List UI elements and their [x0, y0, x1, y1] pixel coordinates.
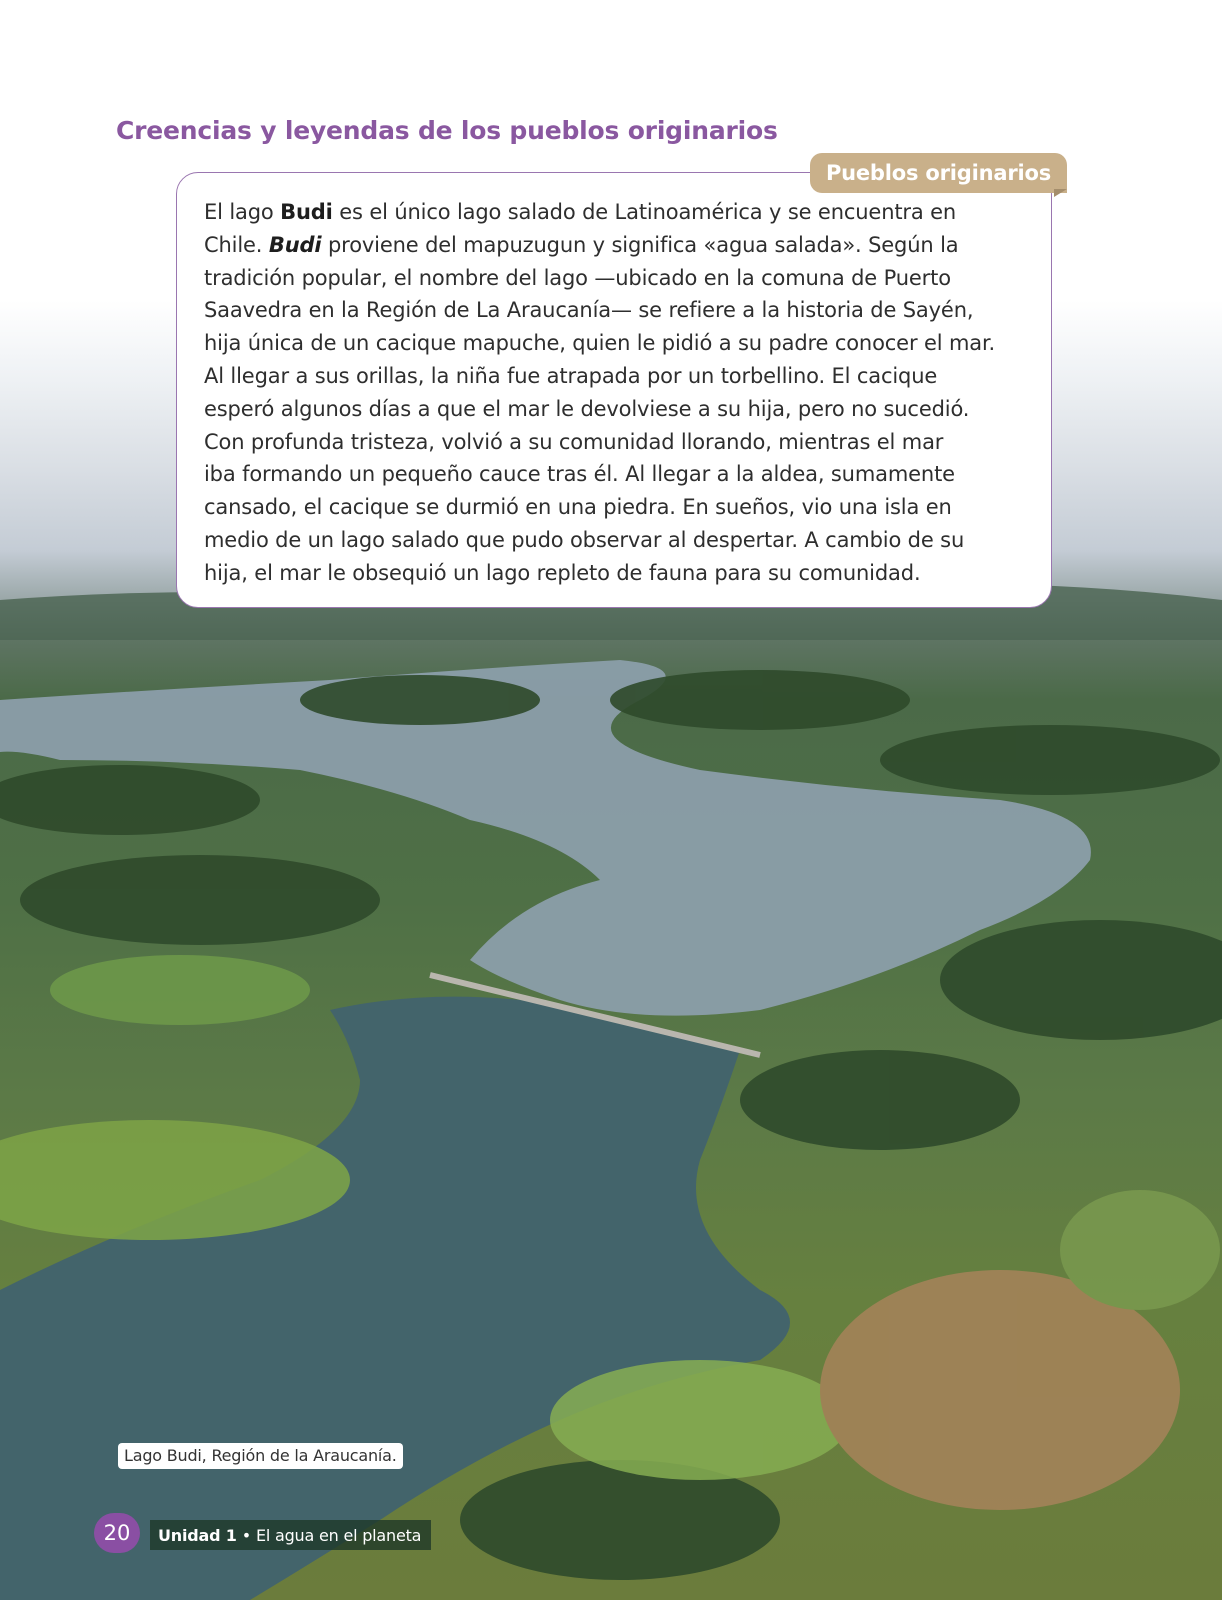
- story-line: cansado, el cacique se durmió en una piedra. En sueños, vio una isla en: [204, 495, 952, 520]
- story-line: tradición popular, el nombre del lago —ubicado en la comuna de Puerto: [204, 265, 951, 290]
- page-number-badge: 20: [94, 1513, 140, 1553]
- story-line: Al llegar a sus orillas, la niña fue atrapada por un torbellino. El cacique: [204, 363, 938, 388]
- unit-footer-label: [150, 1520, 431, 1550]
- unit-name: Unidad 1: [158, 1525, 237, 1545]
- legend-story-text: [204, 196, 1054, 590]
- story-line: Con profunda tristeza, volvió a su comunidad llorando, mientras el mar: [204, 429, 944, 454]
- unit-title: El agua en el planeta: [255, 1525, 422, 1545]
- story-line: hija, el mar le obsequió un lago repleto de fauna para su comunidad.: [204, 560, 921, 585]
- unit-separator: •: [241, 1525, 251, 1545]
- section-heading: Creencias y leyendas de los pueblos originarios: [116, 116, 778, 145]
- story-line: iba formando un pequeño cauce tras él. Al llegar a la aldea, sumamente: [204, 462, 955, 487]
- tab-fold-corner: [1054, 189, 1067, 197]
- photo-caption: Lago Budi, Región de la Araucanía.: [118, 1443, 403, 1469]
- story-line: Saavedra en la Región de La Araucanía— se refiere a la historia de Sayén,: [204, 298, 974, 323]
- story-line: hija única de un cacique mapuche, quien le pidió a su padre conocer el mar.: [204, 331, 996, 356]
- pueblos-originarios-tab: Pueblos originarios: [810, 153, 1067, 193]
- story-line: esperó algunos días a que el mar le devolviese a su hija, pero no sucedió.: [204, 396, 970, 421]
- story-line: Chile. Budi proviene del mapuzugun y significa «agua salada». Según la: [204, 232, 959, 257]
- story-line: El lago Budi es el único lago salado de Latinoamérica y se encuentra en: [204, 200, 957, 224]
- story-line: medio de un lago salado que pudo observar al despertar. A cambio de su: [204, 527, 965, 552]
